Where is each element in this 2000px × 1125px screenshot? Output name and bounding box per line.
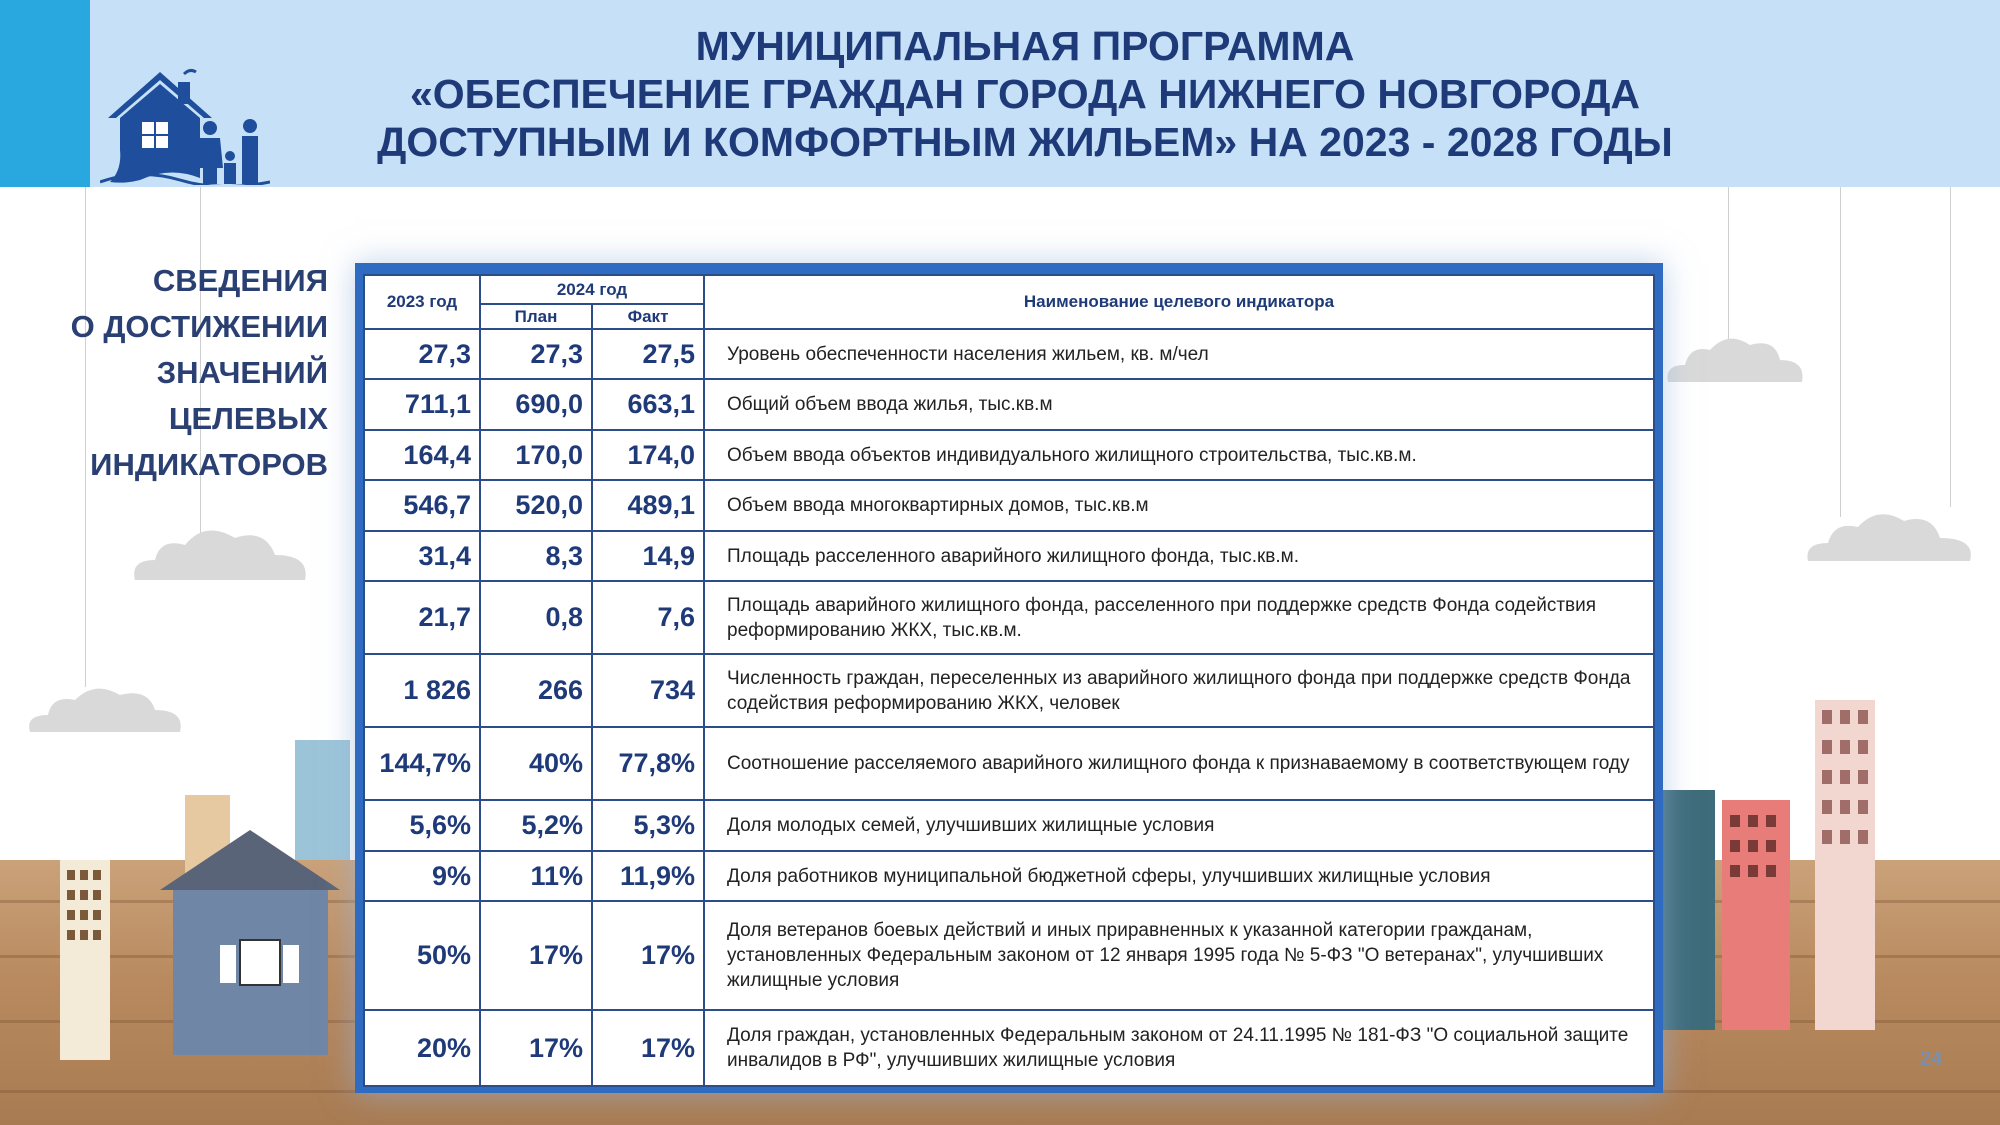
value-2023: 27,3	[364, 329, 480, 379]
indicator-name: Доля граждан, установленных Федеральным законом от 24.11.1995 № 181-ФЗ "О социальной защите инвалидов в РФ", улучшивших жилищные условия	[704, 1010, 1654, 1086]
title-line-1: МУНИЦИПАЛЬНАЯ ПРОГРАММА	[695, 23, 1355, 69]
value-2023: 9%	[364, 851, 480, 901]
value-2023: 50%	[364, 901, 480, 1010]
side-title-line: ЦЕЛЕВЫХ	[168, 401, 328, 436]
indicator-name: Доля работников муниципальной бюджетной сферы, улучшивших жилищные условия	[704, 851, 1654, 901]
indicator-name: Соотношение расселяемого аварийного жилищного фонда к признаваемому в соответствующем году	[704, 727, 1654, 800]
page-number: 24	[1920, 1048, 1943, 1070]
value-plan: 40%	[480, 727, 592, 800]
indicator-name: Доля ветеранов боевых действий и иных приравненных к указанной категории гражданам, установленных Федеральным законом от 12 января 1995 года № 5-ФЗ "О ветеранах", улучшивших жилищные условия	[704, 901, 1654, 1010]
value-2023: 5,6%	[364, 800, 480, 851]
value-2023: 546,7	[364, 480, 480, 531]
side-title-line: О ДОСТИЖЕНИИ	[70, 309, 328, 344]
hanging-string	[1950, 187, 1951, 507]
indicator-name: Объем ввода объектов индивидуального жилищного строительства, тыс.кв.м.	[704, 430, 1654, 480]
table-row	[364, 430, 1654, 480]
indicator-name: Общий объем ввода жилья, тыс.кв.м	[704, 379, 1654, 430]
table-row	[364, 727, 1654, 800]
value-fact: 663,1	[592, 379, 704, 430]
value-plan: 170,0	[480, 430, 592, 480]
table-row	[364, 329, 1654, 379]
indicator-name: Площадь аварийного жилищного фонда, расселенного при поддержке средств Фонда содействия реформированию ЖКХ, тыс.кв.м.	[704, 581, 1654, 654]
indicator-name: Доля молодых семей, улучшивших жилищные условия	[704, 800, 1654, 851]
value-plan: 5,2%	[480, 800, 592, 851]
title-line-3: ДОСТУПНЫМ И КОМФОРТНЫМ ЖИЛЬЕМ» НА 2023 - 2028 ГОДЫ	[377, 119, 1673, 165]
side-title	[20, 258, 328, 488]
value-plan: 690,0	[480, 379, 592, 430]
table-row	[364, 379, 1654, 430]
side-title-line: СВЕДЕНИЯ	[152, 263, 328, 298]
hanging-string	[1728, 187, 1729, 347]
col-header-plan: План	[480, 304, 592, 329]
value-2023: 1 826	[364, 654, 480, 727]
table-row	[364, 654, 1654, 727]
value-fact: 489,1	[592, 480, 704, 531]
indicators-table-frame	[355, 263, 1663, 1093]
indicator-name: Уровень обеспеченности населения жильем, кв. м/чел	[704, 329, 1654, 379]
header-accent-bar	[0, 0, 90, 187]
cloud-icon	[1800, 505, 1980, 565]
value-plan: 520,0	[480, 480, 592, 531]
value-fact: 174,0	[592, 430, 704, 480]
value-plan: 266	[480, 654, 592, 727]
value-plan: 27,3	[480, 329, 592, 379]
value-fact: 27,5	[592, 329, 704, 379]
value-fact: 77,8%	[592, 727, 704, 800]
value-fact: 734	[592, 654, 704, 727]
value-2023: 164,4	[364, 430, 480, 480]
value-2023: 31,4	[364, 531, 480, 581]
value-fact: 11,9%	[592, 851, 704, 901]
indicator-name: Объем ввода многоквартирных домов, тыс.кв.м	[704, 480, 1654, 531]
table-row	[364, 901, 1654, 1010]
cloud-icon	[20, 680, 190, 735]
value-2023: 21,7	[364, 581, 480, 654]
hanging-string	[1840, 187, 1841, 517]
side-title-line: ИНДИКАТОРОВ	[90, 447, 328, 482]
page-title	[290, 22, 1760, 166]
table-row	[364, 480, 1654, 531]
value-fact: 5,3%	[592, 800, 704, 851]
cloud-icon	[1660, 330, 1810, 385]
table-row	[364, 800, 1654, 851]
cloud-icon	[125, 520, 315, 585]
value-plan: 17%	[480, 901, 592, 1010]
col-header-2023: 2023 год	[364, 275, 480, 329]
house-family-icon	[100, 60, 270, 185]
indicator-name: Численность граждан, переселенных из аварийного жилищного фонда при поддержке средств Фонда содействия реформированию ЖКХ, человек	[704, 654, 1654, 727]
table-row	[364, 581, 1654, 654]
buildings-left	[55, 740, 355, 1060]
value-plan: 8,3	[480, 531, 592, 581]
col-header-name: Наименование целевого индикатора	[704, 275, 1654, 329]
indicators-table	[363, 274, 1655, 1087]
value-fact: 17%	[592, 901, 704, 1010]
table-row	[364, 1010, 1654, 1086]
value-plan: 17%	[480, 1010, 592, 1086]
side-title-line: ЗНАЧЕНИЙ	[156, 355, 328, 390]
value-2023: 20%	[364, 1010, 480, 1086]
col-header-fact: Факт	[592, 304, 704, 329]
indicator-name: Площадь расселенного аварийного жилищного фонда, тыс.кв.м.	[704, 531, 1654, 581]
value-fact: 7,6	[592, 581, 704, 654]
col-header-2024: 2024 год	[480, 275, 704, 304]
value-fact: 17%	[592, 1010, 704, 1086]
table-row	[364, 531, 1654, 581]
table-row	[364, 851, 1654, 901]
value-plan: 11%	[480, 851, 592, 901]
value-fact: 14,9	[592, 531, 704, 581]
value-plan: 0,8	[480, 581, 592, 654]
buildings-right	[1660, 700, 1990, 1040]
title-line-2: «ОБЕСПЕЧЕНИЕ ГРАЖДАН ГОРОДА НИЖНЕГО НОВГОРОДА	[409, 71, 1641, 117]
value-2023: 144,7%	[364, 727, 480, 800]
value-2023: 711,1	[364, 379, 480, 430]
